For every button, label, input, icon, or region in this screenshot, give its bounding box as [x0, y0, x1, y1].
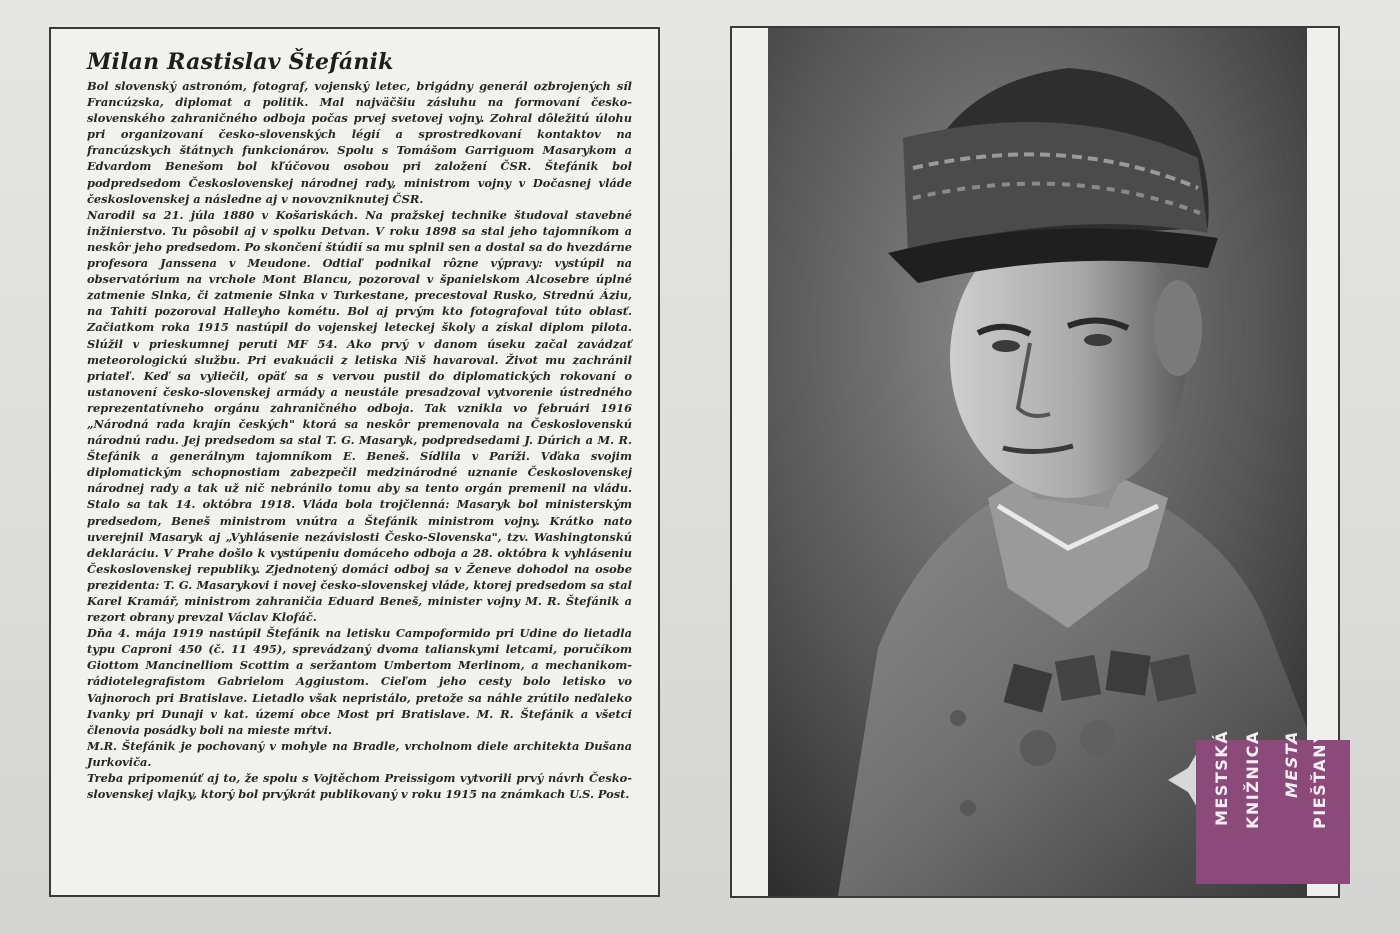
biography-title: Milan Rastislav Štefánik	[87, 49, 394, 75]
badge-line-piestany: PIEŠŤANY	[1310, 730, 1329, 830]
biography-paragraph-5: Treba pripomenúť aj to, že spolu s Vojtěchom Preissigom vytvorili prvý návrh Česko-slovenskej vlajky, ktorý bol prvýkrát publikovaný v roku 1915 na známkach U.S. Post.	[87, 771, 632, 802]
biography-paragraph-2: Narodil sa 21. júla 1880 v Košariskách. Na pražskej technike študoval stavebné inžinierstvo. Tu pôsobil aj v spolku Detvan. V roku 1898 sa stal jeho tajomníkom a neskôr jeho predsedom. Po skončení štúdií sa mu splnil sen a dostal sa do hvezdárne profesora Janssena v Meudone. Odtiaľ podnikal rôzne výpravy: vystúpil na observatórium na vrchole Mont Blancu, pozoroval v španielskom Alcosebre úplné zatmenie Slnka, či zatmenie Slnka v Turkestane, precestoval Rusko, Strednú Áziu, na Tahiti pozoroval Halleyho kométu. Bol aj prvým kto fotografoval túto oblasť. Začiatkom roka 1915 nastúpil do vojenskej leteckej školy a získal diplom pilota. Slúžil v prieskumnej peruti MF 54. Ako prvý v danom úseku začal zavádzať meteorologickú službu. Pri evakuácii z letiska Niš havaroval. Život mu zachránil priateľ. Keď sa vyliečil, opäť sa s vervou pustil do diplomatických rokovaní o ustanovení česko-slovenskej armády a neustále presadzoval vytvorenie ústredného reprezentatívneho orgánu zahraničného odboja. Tak vznikla vo februári 1916 „Národná rada krajín českých" ktorá sa neskôr premenovala na Československú národnú radu. Jej predsedom sa stal T. G. Masaryk, podpredsedami J. Dúrich a M. R. Štefánik a generálnym tajomníkom E. Beneš. Sídlila v Paríži. Vďaka svojim diplomatickým schopnostiam zabezpečil medzinárodné uznanie Československej národnej rady a tak už nič nebránilo tomu aby sa tento orgán premenil na vládu. Stalo sa tak 14. októbra 1918. Vláda bola trojčlenná: Masaryk bol ministerským predsedom, Beneš ministrom vnútra a Štefánik ministrom vojny. Krátko nato uverejnil Masaryk aj „Vyhlásenie nezávislosti Česko-Slovenska", tzv. Washingtonskú deklaráciu. V Prahe došlo k vystúpeniu domáceho odboja a 28. októbra k vyhláseniu Československej republiky. Zjednotený domáci odboj sa v Ženeve dohodol na osobe prezidenta: T. G. Masarykovi i novej česko-slovenskej vláde, ktorej predsedom sa stal Karel Kramář, ministrom zahraničia Eduard Beneš, minister vojny M. R. Štefánik a rezort obrany prevzal Václav Klofáč.	[87, 207, 632, 625]
badge-line-mestska: MESTSKÁ	[1212, 730, 1231, 827]
biography-panel	[49, 27, 660, 897]
biography-paragraph-4: M.R. Štefánik je pochovaný v mohyle na Bradle, vrcholnom diele architekta Dušana Jurkoviča.	[87, 738, 632, 769]
badge-line-kniznica: KNIŽNICA	[1243, 730, 1262, 829]
badge-line-mesta: MESTA	[1282, 730, 1301, 798]
biography-paragraph-3: Dňa 4. mája 1919 nastúpil Štefánik na letisku Campoformido pri Udine do lietadla typu Caproni 450 (č. 11 495), sprevádzaný dvoma talianskymi letcami, poručíkom Giottom Mancinelliom Scottim a seržantom Umbertom Merlinom, a mechanikom-rádiotelegrafistom Gabrielom Aggiustom. Cieľom jeho cesty bolo letisko vo Vajnoroch pri Bratislave. Lietadlo však nepristálo, pretože sa náhle zrútilo neďaleko Ivanky pri Dunaji v kat. území obce Most pri Bratislave. M. R. Štefánik a všetci členovia posádky boli na mieste mŕtvi.	[87, 626, 632, 737]
biography-paragraph-1: Bol slovenský astronóm, fotograf, vojenský letec, brigádny generál ozbrojených síl Francúzska, diplomat a politik. Mal najväčšiu zásluhu na formovaní česko-slovenského zahraničného odboja počas prvej svetovej vojny. Zohral dôležitú úlohu pri organizovaní česko-slovenských légií a sprostredkovaní kontaktov na francúzskych štátnych funkcionárov. Spolu s Tomášom Garriguom Masarykom a Edvardom Benešom bol kľúčovou osobou pri založení ČSR. Štefánik bol podpredsedom Československej národnej rady, ministrom vojny v Dočasnej vláde československej a následne aj v novovzniknutej ČSR.	[87, 79, 632, 206]
library-logo-badge	[1196, 730, 1350, 884]
